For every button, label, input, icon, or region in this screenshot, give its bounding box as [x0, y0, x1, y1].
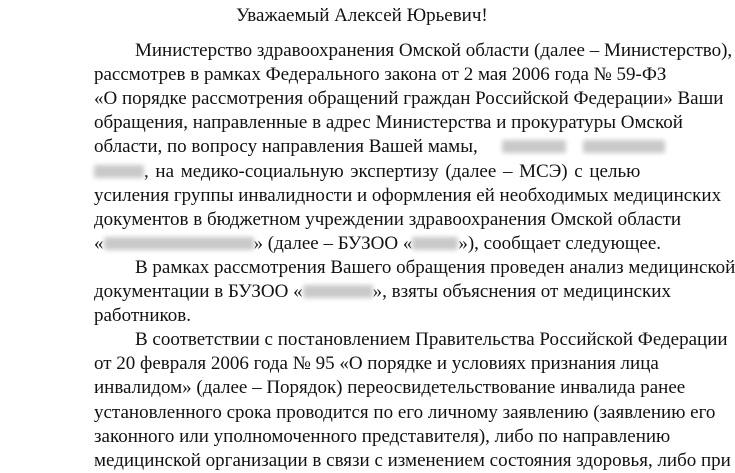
p1-line-2: рассмотрев в рамках Федерального закона от 2 мая 2006 года № 59-ФЗ [94, 64, 667, 86]
p1-line-8: документов в бюджетном учреждении здравоохранения Омской области [94, 208, 682, 230]
p1-line-7: усиления группы инвалидности и оформления ей необходимых медицинских [94, 184, 722, 206]
p3-line-3: инвалидом» (далее – Порядок) переосвидетельствование инвалида ранее [94, 377, 686, 399]
p3-line-5: законного или уполномоченного представителя), либо по направлению [94, 425, 671, 447]
p2-line-1: В рамках рассмотрения Вашего обращения проведен анализ медицинской [135, 256, 735, 278]
p1-line-9: « » (далее – БУЗОО « »), сообщает следующее. [94, 232, 662, 254]
redacted-institution-short [303, 285, 373, 298]
p1-line-6: , на медико-социальную экспертизу (далее – МСЭ) с целью [94, 160, 640, 184]
p3-line-2: от 20 февраля 2006 года № 95 «О порядке и условиях признания лица [94, 353, 659, 375]
p1-line-3: «О порядке рассмотрения обращений граждан Российской Федерации» Ваши [94, 88, 724, 110]
salutation: Уважаемый Алексей Юрьевич! [236, 5, 488, 26]
p3-line-1: В соответствии с постановлением Правительства Российской Федерации [135, 329, 728, 351]
p1-line-1: Министерство здравоохранения Омской области (далее – Министерство), [135, 40, 733, 61]
redacted-institution-short [412, 237, 458, 250]
redacted-institution [104, 237, 254, 250]
redacted-patronymic [94, 165, 144, 178]
p3-line-4: установленного срока проводится по его личному заявлению (заявлению его [94, 401, 716, 423]
p3-line-6: медицинской организации в связи с изменением состояния здоровья, либо при [94, 449, 731, 471]
p2-line-3: работников. [94, 305, 191, 327]
redacted-name [583, 140, 665, 153]
p1-line-4: обращения, направленные в адрес Министерства и прокуратуры Омской [94, 112, 683, 134]
redacted-name [502, 140, 566, 153]
p1-line-5: области, по вопросу направления Вашей мамы, [94, 135, 665, 159]
p2-line-2: документации в БУЗОО « », взяты объяснения от медицинских [94, 281, 671, 302]
